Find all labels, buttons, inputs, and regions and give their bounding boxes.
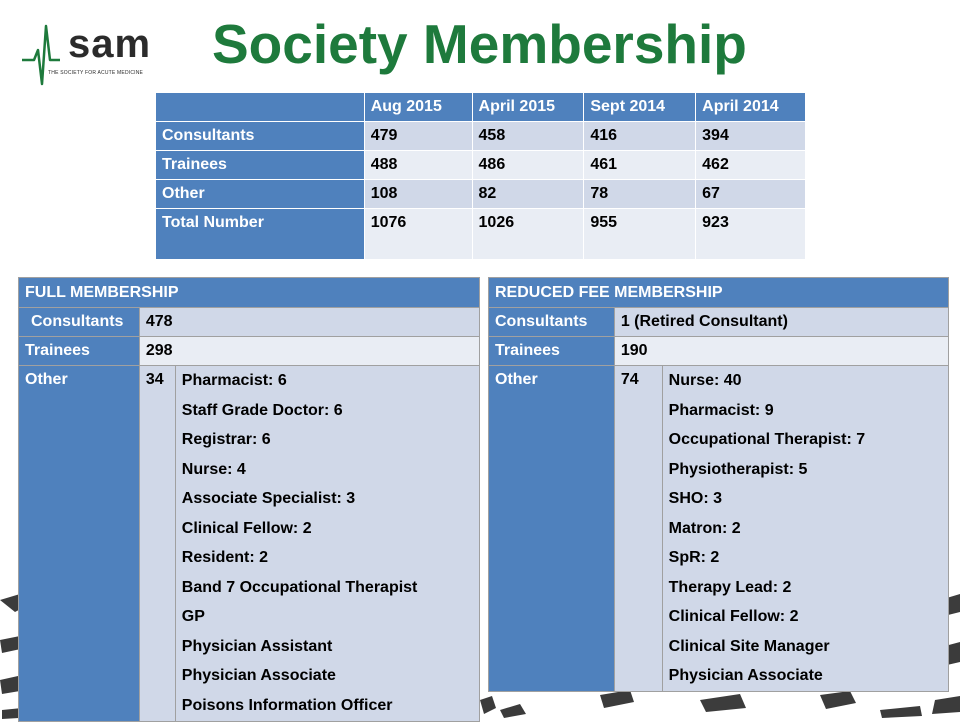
full-membership-title: FULL MEMBERSHIP (19, 278, 480, 308)
table-cell: 923 (696, 209, 806, 260)
other-breakdown-list (175, 366, 479, 722)
full-membership-table (18, 277, 480, 722)
table-cell: 488 (364, 151, 472, 180)
table-cell: 78 (584, 180, 696, 209)
full-row-trainees (19, 337, 480, 366)
list-item: SHO: 3 (668, 490, 722, 507)
row-label: Consultants (156, 122, 365, 151)
page-title: Society Membership (212, 13, 747, 75)
list-item: Band 7 Occupational Therapist (181, 578, 418, 596)
row-label: Trainees (156, 151, 365, 180)
row-label: Trainees (489, 337, 615, 366)
reduced-row-trainees (489, 337, 949, 366)
table-cell: 462 (696, 151, 806, 180)
summary-header-cell: April 2014 (696, 93, 806, 122)
list-item: Poisons Information Officer (181, 696, 393, 714)
table-cell: 478 (139, 308, 479, 337)
table-cell: 108 (364, 180, 472, 209)
summary-row-total (156, 209, 806, 260)
full-row-other (19, 366, 480, 722)
table-title-row (489, 278, 949, 308)
list-item: Staff Grade Doctor: 6 (181, 401, 343, 419)
reduced-membership-title: REDUCED FEE MEMBERSHIP (489, 278, 949, 308)
table-cell: 82 (472, 180, 584, 209)
summary-header-cell (156, 93, 365, 122)
list-item: Clinical Fellow: 2 (181, 519, 312, 537)
list-item: Clinical Fellow: 2 (668, 608, 799, 625)
list-item: Physician Associate (181, 667, 336, 684)
table-cell: 298 (139, 337, 479, 366)
list-item: Physician Associate (668, 667, 823, 684)
table-cell: 74 (614, 366, 662, 692)
reduced-row-other (489, 366, 949, 692)
row-label: Other (489, 366, 615, 692)
logo-wordmark: sam (68, 22, 152, 66)
other-breakdown-list (662, 366, 948, 692)
list-item: Associate Specialist: 3 (181, 490, 356, 507)
row-label: Trainees (19, 337, 140, 366)
table-cell: 458 (472, 122, 584, 151)
table-cell: 34 (139, 366, 175, 722)
table-cell: 394 (696, 122, 806, 151)
table-cell: 461 (584, 151, 696, 180)
row-label: Consultants (489, 308, 615, 337)
list-item: Occupational Therapist: 7 (668, 431, 866, 448)
list-item: Therapy Lead: 2 (668, 578, 792, 596)
table-cell: 1 (Retired Consultant) (614, 308, 948, 337)
row-label: Total Number (156, 209, 365, 260)
row-label: Other (19, 366, 140, 722)
list-item: Registrar: 6 (181, 431, 271, 448)
list-item: Resident: 2 (181, 549, 269, 566)
summary-header-cell: Sept 2014 (584, 93, 696, 122)
list-item: Physician Assistant (181, 637, 333, 655)
table-cell: 67 (696, 180, 806, 209)
full-row-consultants (19, 308, 480, 337)
logo-tagline: THE SOCIETY FOR ACUTE MEDICINE (48, 70, 144, 76)
membership-summary-table (155, 92, 806, 260)
list-item: Matron: 2 (668, 519, 741, 537)
table-cell: 1076 (364, 209, 472, 260)
list-item: GP (181, 608, 205, 625)
summary-header-cell: Aug 2015 (364, 93, 472, 122)
row-label: Consultants (19, 308, 140, 337)
row-label: Other (156, 180, 365, 209)
table-cell: 190 (614, 337, 948, 366)
summary-header-cell: April 2015 (472, 93, 584, 122)
list-item: Clinical Site Manager (668, 637, 830, 655)
summary-row-trainees (156, 151, 806, 180)
summary-row-consultants (156, 122, 806, 151)
list-item: Nurse: 4 (181, 460, 246, 478)
list-item: Pharmacist: 9 (668, 401, 774, 419)
table-title-row (19, 278, 480, 308)
table-cell: 479 (364, 122, 472, 151)
table-cell: 486 (472, 151, 584, 180)
list-item: SpR: 2 (668, 549, 720, 566)
reduced-row-consultants (489, 308, 949, 337)
reduced-fee-membership-table (488, 277, 949, 692)
table-cell: 416 (584, 122, 696, 151)
table-cell: 955 (584, 209, 696, 260)
table-cell: 1026 (472, 209, 584, 260)
summary-row-other (156, 180, 806, 209)
list-item: Nurse: 40 (668, 372, 742, 389)
list-item: Pharmacist: 6 (181, 372, 287, 389)
list-item: Physiotherapist: 5 (668, 460, 808, 478)
sam-logo (22, 22, 152, 88)
summary-header-row (156, 93, 806, 122)
